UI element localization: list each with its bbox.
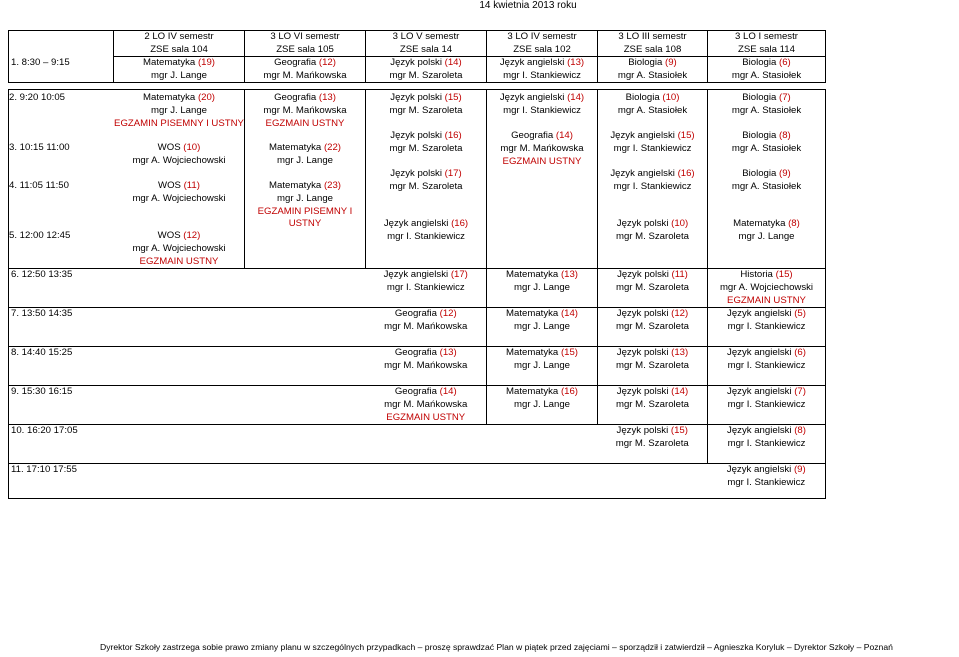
lesson-label: 6. 12:50 13:35 [9,269,366,308]
entry: Język polski (17) mgr M. Szaroleta [389,168,463,192]
column-6-block [708,90,826,269]
entry: Język polski (16) mgr M. Szaroleta [389,130,463,154]
entry: Historia (15) mgr A. Wojciechowski EGZMAIN USTNY [708,269,826,308]
entry: Biologia (7) mgr A. Stasiołek [731,92,802,116]
lesson-label: 4. 11:05 11:50 [9,180,69,192]
entry: Język angielski (7) mgr I. Stankiewicz [708,386,826,425]
entry: Matematyka (13) mgr J. Lange [487,269,598,308]
entry: WOS (10) mgr A. Wojciechowski [132,142,226,166]
lesson-label: 1. 8:30 – 9:15 [9,57,114,83]
lesson-label: 9. 15:30 16:15 [9,386,366,425]
entry: Język angielski (15) mgr I. Stankiewicz [610,130,695,154]
lesson-label: 11. 17:10 17:55 [9,464,708,499]
header-corner [9,31,114,57]
entry: Geografia (14) mgr M. Mańkowska EGZMAIN USTNY [366,386,487,425]
lesson-1-row [9,57,826,83]
lesson-11-row [9,464,826,499]
entry: Język angielski (6) mgr I. Stankiewicz [708,347,826,386]
entry: Matematyka (14) mgr J. Lange [487,308,598,347]
entry: Język polski (13) mgr M. Szaroleta [598,347,708,386]
lesson-6-row [9,269,826,308]
column-header: 3 LO III semestr ZSE sala 108 [598,31,708,57]
entry: Język angielski (8) mgr I. Stankiewicz [708,425,826,464]
entry: Język angielski (5) mgr I. Stankiewicz [708,308,826,347]
lesson-9-row [9,386,826,425]
entry: WOS (11) mgr A. Wojciechowski [132,180,226,204]
entry: Język polski (14) mgr M. Szaroleta [598,386,708,425]
entry: Język polski (11) mgr M. Szaroleta [598,269,708,308]
schedule-date: 14 kwietnia 2013 roku [479,0,577,11]
column-2-block [245,90,366,269]
entry: Język polski (12) mgr M. Szaroleta [598,308,708,347]
entry: Język polski (14) mgr M. Szaroleta [366,57,487,83]
column-5-block [598,90,708,269]
entry: WOS (12) mgr A. Wojciechowski EGZMAIN USTNY [132,230,226,267]
lesson-7-row [9,308,826,347]
entry: Geografia (13) mgr M. Mańkowska [366,347,487,386]
entry: Matematyka (20) mgr J. Lange EGZAMIN PISEMNY I USTNY [114,92,244,129]
entry: Biologia (6) mgr A. Stasiołek [708,57,826,83]
entry: Matematyka (8) mgr J. Lange [733,218,800,242]
lesson-8-row [9,347,826,386]
lesson-10-row [9,425,826,464]
column-4-block [487,90,598,269]
entry: Geografia (12) mgr M. Mańkowska [366,308,487,347]
lesson-label: 10. 16:20 17:05 [9,425,598,464]
lesson-label: 5. 12:00 12:45 [9,230,71,242]
entry: Biologia (10) mgr A. Stasiołek [617,92,688,116]
entry: Matematyka (15) mgr J. Lange [487,347,598,386]
entry: Matematyka (23) mgr J. Lange EGZAMIN PISEMNY I USTNY [257,180,353,230]
column-header: 2 LO IV semestr ZSE sala 104 [114,31,245,57]
entry: Język angielski (14) mgr I. Stankiewicz [499,92,585,116]
entry: Matematyka (16) mgr J. Lange [487,386,598,425]
entry: Biologia (8) mgr A. Stasiołek [731,130,802,154]
schedule-table [8,30,826,499]
entry: Język angielski (9) mgr I. Stankiewicz [708,464,826,499]
footer-note: Dyrektor Szkoły zastrzega sobie prawo zmiany planu w szczególnych przypadkach – proszę sprawdzać Plan w piątek przed zajęciami – sporządził i zatwierdził – Agnieszka Koryluk – Dyrektor Szkoły – Poznań [100,642,893,652]
left-block-table [9,92,244,268]
header-row [9,31,826,57]
entry: Język angielski (16) mgr I. Stankiewicz [383,218,469,242]
lesson-label: 8. 14:40 15:25 [9,347,366,386]
entry: Geografia (13) mgr M. Mańkowska EGZMAIN USTNY [263,92,347,129]
entry: Język angielski (16) mgr I. Stankiewicz [610,168,695,192]
column-header: 3 LO IV semestr ZSE sala 102 [487,31,598,57]
entry: Język angielski (13) mgr I. Stankiewicz [487,57,598,83]
entry: Matematyka (22) mgr J. Lange [269,142,341,166]
lesson-label: 3. 10:15 11:00 [9,142,70,154]
lesson-label: 7. 13:50 14:35 [9,308,366,347]
column-header: 3 LO V semestr ZSE sala 14 [366,31,487,57]
entry: Język polski (15) mgr M. Szaroleta [598,425,708,464]
column-header: 3 LO VI semestr ZSE sala 105 [245,31,366,57]
column-header: 3 LO I semestr ZSE sala 114 [708,31,826,57]
left-block [9,90,245,269]
entry: Język polski (10) mgr M. Szaroleta [615,218,690,242]
main-block-row [9,90,826,269]
entry: Geografia (12) mgr M. Mańkowska [245,57,366,83]
entry: Biologia (9) mgr A. Stasiołek [731,168,802,192]
entry: Język polski (15) mgr M. Szaroleta [389,92,463,116]
lesson-label: 2. 9:20 10:05 [9,92,66,104]
entry: Język angielski (17) mgr I. Stankiewicz [366,269,487,308]
entry: Matematyka (19) mgr J. Lange [114,57,245,83]
column-3-block [366,90,487,269]
entry: Geografia (14) mgr M. Mańkowska EGZMAIN USTNY [500,130,584,167]
entry: Biologia (9) mgr A. Stasiołek [598,57,708,83]
